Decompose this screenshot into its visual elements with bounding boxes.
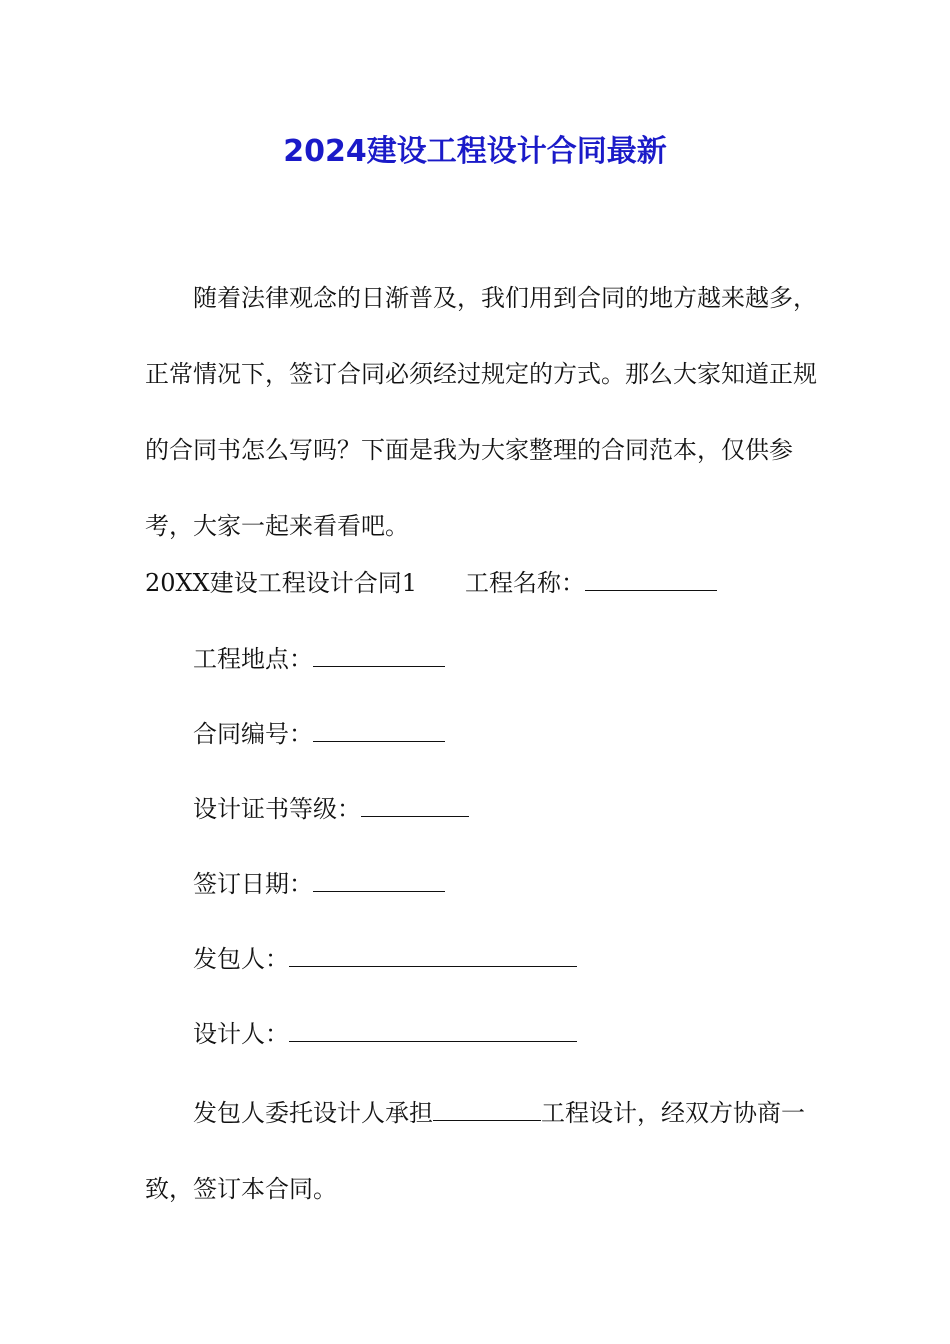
clause-blank (433, 1098, 541, 1121)
sign-date-blank (313, 869, 445, 892)
sign-date-line (193, 867, 445, 901)
sign-date-label: 签订日期： (193, 870, 313, 898)
employer-line (193, 942, 577, 976)
intro-paragraph: 随着法律观念的日渐普及，我们用到合同的地方越来越多，正常情况下，签订合同必须经过规定的方式。那么大家知道正规的合同书怎么写吗？下面是我为大家整理的合同范本，仅供参考，大家一起来看看吧。 (145, 284, 817, 540)
contract-number-label: 合同编号： (193, 720, 313, 748)
clause-part2: 工程设计，经双方协商一致，签订本合同。 (145, 1099, 805, 1203)
designer-blank (289, 1019, 577, 1042)
project-name-blank (585, 568, 717, 591)
clause-paragraph (145, 1075, 817, 1227)
cert-level-blank (361, 794, 469, 817)
contract-number-line (193, 717, 445, 751)
cert-level-line (193, 792, 469, 826)
project-location-label: 工程地点： (193, 645, 313, 673)
employer-label: 发包人： (193, 945, 289, 973)
contract-heading: 20XX建设工程设计合同1 (145, 569, 417, 597)
designer-line (193, 1017, 577, 1051)
project-location-blank (313, 644, 445, 667)
designer-label: 设计人： (193, 1020, 289, 1048)
clause-part1: 发包人委托设计人承担 (193, 1099, 433, 1127)
contract-heading-line (145, 566, 717, 600)
project-name-label: 工程名称： (464, 569, 585, 597)
contract-number-blank (313, 719, 445, 742)
employer-blank (289, 944, 577, 967)
project-location-line (193, 642, 445, 676)
cert-level-label: 设计证书等级： (193, 795, 361, 823)
document-title: 2024建设工程设计合同最新 (283, 134, 667, 169)
